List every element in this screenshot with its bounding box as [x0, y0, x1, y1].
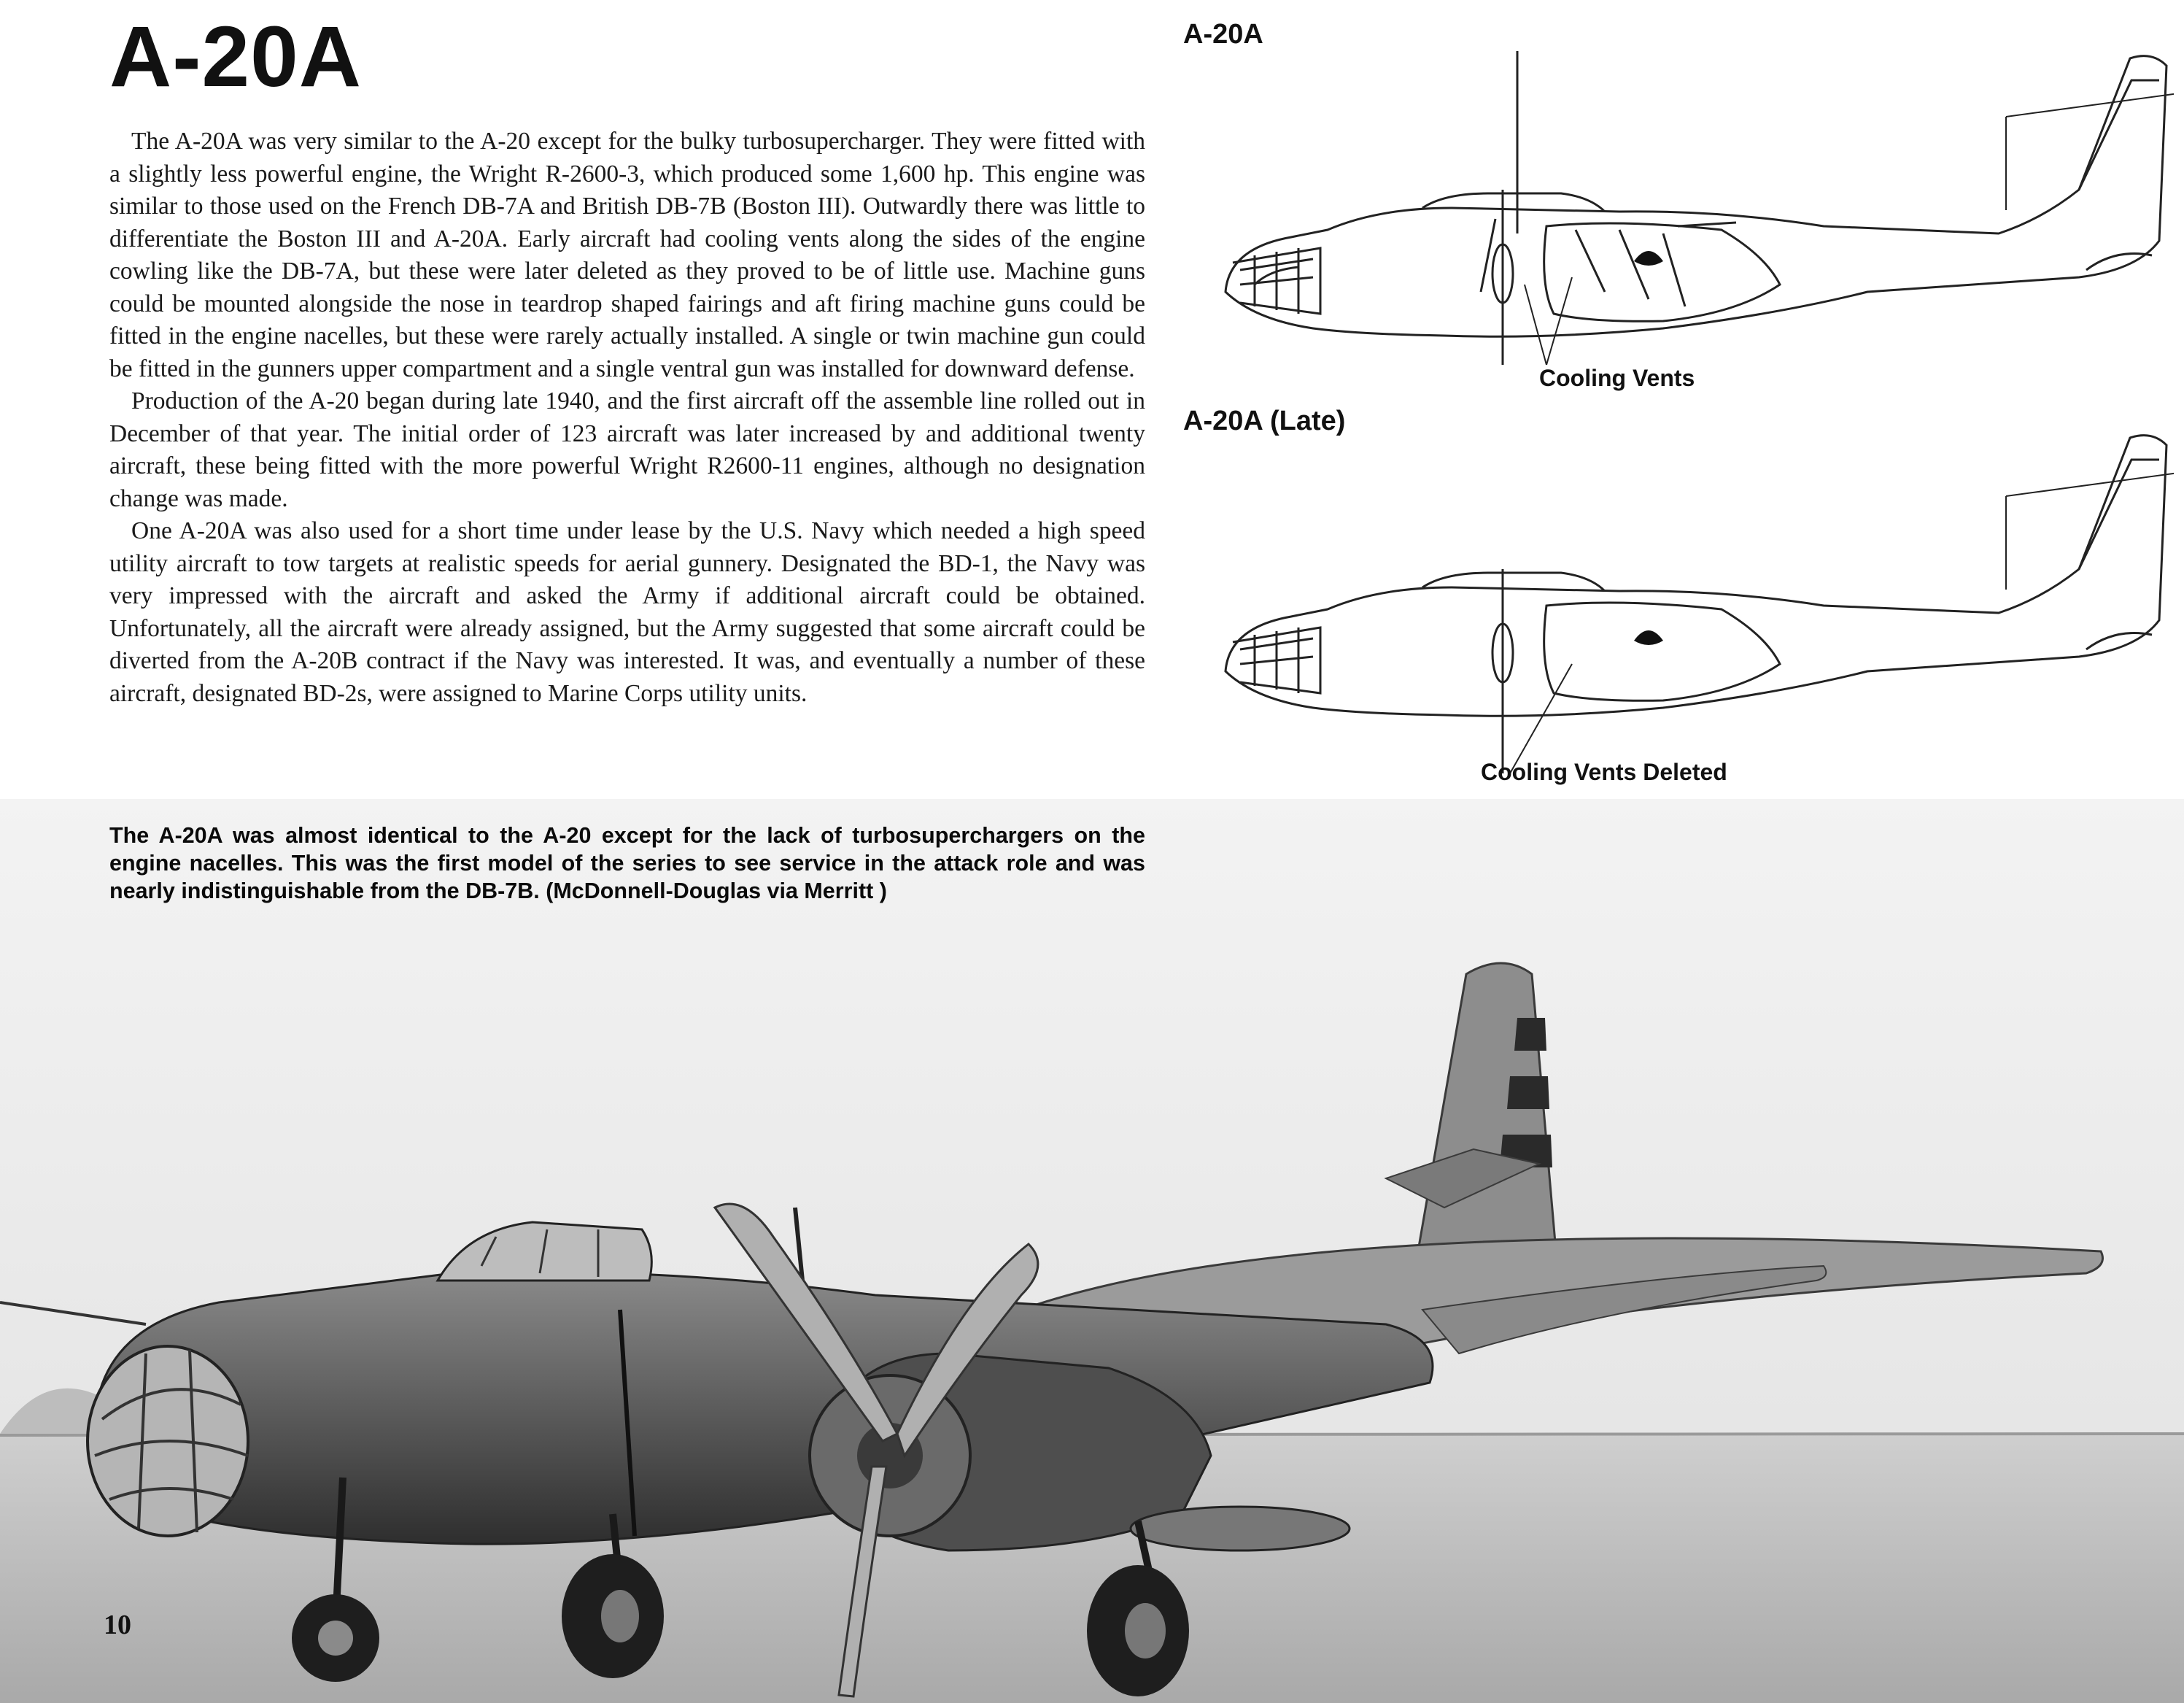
page-title: A-20A — [109, 9, 362, 105]
body-text — [109, 125, 1145, 710]
callout-cooling-vents-deleted: Cooling Vents Deleted — [1481, 759, 1727, 785]
aircraft-side-view-drawing-a20a — [1211, 51, 2174, 416]
aircraft-side-view-drawing-a20a-late — [1211, 430, 2174, 795]
drawing-label-a20a-late: A-20A (Late) — [1183, 406, 1346, 436]
callout-cooling-vents: Cooling Vents — [1539, 365, 1695, 391]
paragraph-2: Production of the A-20 began during late 1940, and the first aircraft off the assemble line rolled out in December of that year. The initial order of 123 aircraft was later increased by and additional twenty aircraft, these being fitted with the more powerful Wright R2600-11 engines, although no designation change was made. — [109, 387, 1145, 512]
paragraph-1: The A-20A was very similar to the A-20 except for the bulky turbosupercharger. They were fitted with a slightly less powerful engine, the Wright R-2600-3, which produced some 1,600 hp. This engine was similar to those used on the French DB-7A and British DB-7B (Boston III). Outwardly there was little to differentiate the Boston III and A-20A. Early aircraft had cooling vents along the sides of the engine cowling like the DB-7A, but these were later deleted as they proved to be of little use. Machine guns could be mounted alongside the nose in teardrop shaped fairings and aft firing machine guns could be fitted in the engine nacelles, but these were rarely actually installed. A single or twin machine gun could be fitted in the gunners upper compartment and a single ventral gun was installed for downward defense. — [109, 128, 1145, 382]
drawing-label-a20a: A-20A — [1183, 19, 1263, 50]
aircraft-photograph — [0, 799, 2184, 1703]
paragraph-3: One A-20A was also used for a short time under lease by the U.S. Navy which needed a high speed utility aircraft to tow targets at realistic speeds for aerial gunnery. Designated the BD-1, the Navy was very impressed with the aircraft and asked the Army if additional aircraft could be obtained. Unfortunately, all the aircraft were already assigned, but the Army suggested that some aircraft could be diverted from the A-20B contract if the Navy was interested. It was, and eventually a number of these aircraft, designated BD-2s, were assigned to Marine Corps utility units. — [109, 517, 1145, 707]
photo-caption: The A-20A was almost identical to the A-20 except for the lack of turbosuperchargers on the engine nacelles. This was the first model of the series to see service in the attack role and was nearly indistinguishable from the DB-7B. (McDonnell-Douglas via Merritt ) — [109, 823, 1145, 903]
page-number: 10 — [104, 1610, 131, 1640]
